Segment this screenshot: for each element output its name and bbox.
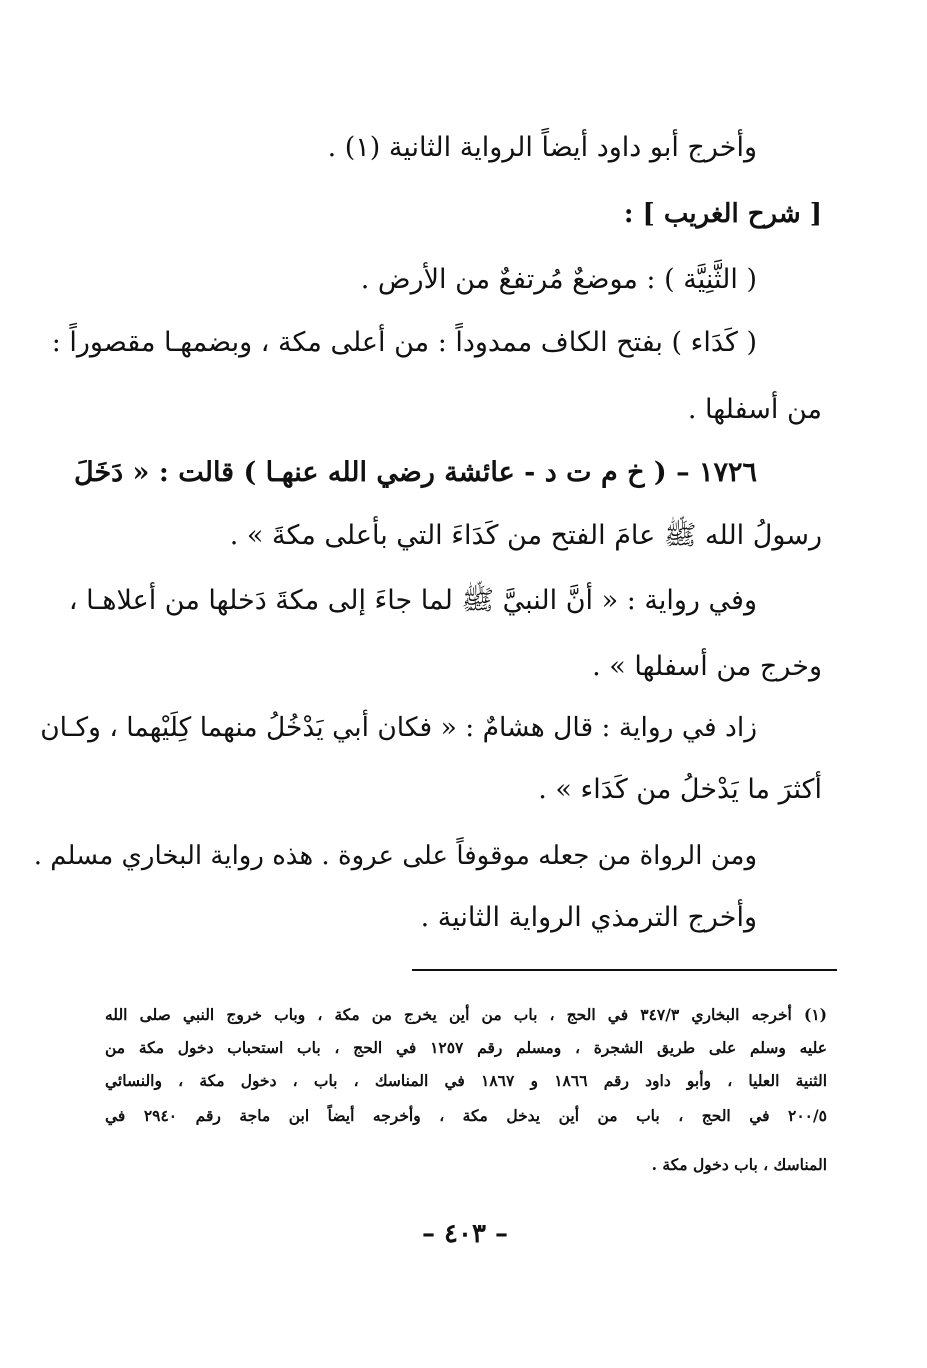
text-line-hisham-2: أكثرَ ما يَدْخلُ من كَدَاء » .: [538, 774, 822, 805]
text-line-riwaya-1: وفي رواية : « أنَّ النبيَّ ﷺ لما جاءَ إلى مكةَ دَخلها من أعلاهـا ،: [68, 585, 757, 616]
footnote-line: ٢٠٠/٥ في الحج ، باب من أين يدخل مكة ، وأخرجه أيضاً ابن ماجة رقم ٢٩٤٠ في: [105, 1106, 827, 1125]
hadith-1726-text: رسولُ الله ﷺ عامَ الفتح من كَدَاءَ التي بأعلى مكةَ » .: [229, 520, 822, 551]
footnote-line: (١) أخرجه البخاري ٣٤٧/٣ في الحج ، باب من أين يخرج من مكة ، وباب خروج النبي صلى الله: [105, 1005, 827, 1024]
footnote-line: الثنية العليا ، وأبو داود رقم ١٨٦٦ و ١٨٦٧ في المناسك ، باب ، دخول مكة ، والنسائي: [105, 1071, 828, 1090]
section-heading-gharib: [ شرح الغريب ] :: [623, 199, 822, 229]
text-line-kada-2: من أسفلها .: [687, 394, 822, 425]
text-line-tirmidhi: وأخرج الترمذي الرواية الثانية .: [420, 902, 757, 933]
text-line-kada-1: ( كَدَاء ) بفتح الكاف ممدوداً : من أعلى مكة ، وبضمهـا مقصوراً :: [51, 327, 757, 358]
text-line-urwa: ومن الرواة من جعله موقوفاً على عروة . هذه رواية البخاري مسلم .: [33, 841, 757, 871]
hadith-1726-header: ١٧٢٦ – ( خ م ت د - عائشة رضي الله عنهـا ) قالت : « دَخَلَ: [74, 457, 757, 488]
footnote-line: عليه وسلم على طريق الشجرة ، ومسلم رقم ١٢٥٧ في الحج ، باب استحباب دخول مكة من: [105, 1038, 827, 1057]
text-line-hisham-1: زاد في رواية : قال هشامٌ : « فكان أبي يَدْخُلُ منهما كِلَيْهما ، وكـان: [40, 712, 757, 743]
text-line-thaniya: ( الثَّنِيَّة ) : موضعٌ مُرتفعٌ من الأرض .: [360, 264, 757, 295]
text-line-abu-dawud: وأخرج أبو داود أيضاً الرواية الثانية (١) .: [327, 132, 757, 163]
page-number: – ٤٠٣ –: [421, 1219, 509, 1249]
footnote-line: المناسك ، باب دخول مكة .: [651, 1155, 827, 1174]
text-line-riwaya-2: وخرج من أسفلها » .: [592, 651, 822, 682]
footnote-separator: [412, 969, 837, 971]
